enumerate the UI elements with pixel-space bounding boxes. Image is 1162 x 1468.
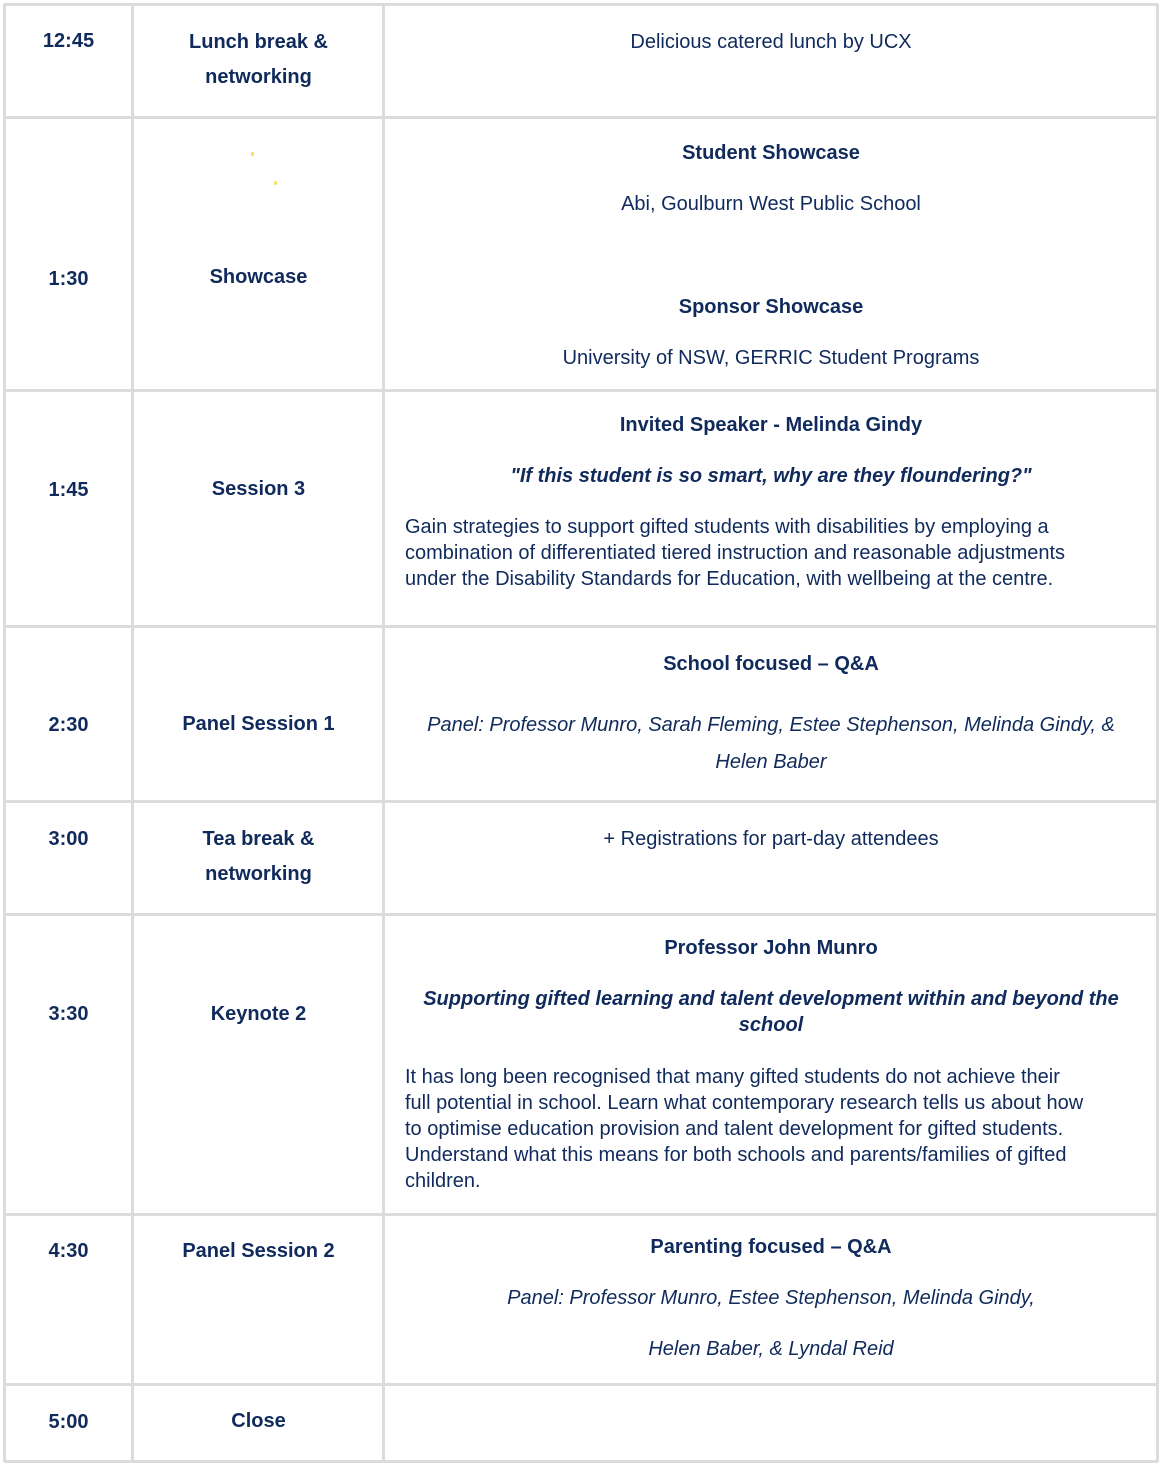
- row-divider: [4, 1460, 1158, 1463]
- time-cell: [4, 119, 133, 389]
- table-row: [0, 1216, 1162, 1383]
- session-title: Close: [231, 1410, 286, 1432]
- time-label: 3:30: [48, 1003, 89, 1025]
- detail-paragraph-line: Understand what this means for both schools and parents/families of gifted: [405, 1144, 1067, 1166]
- detail-quote: "If this student is so smart, why are they floundering?": [510, 465, 1032, 487]
- detail-paragraph-line: to optimise education provision and talent development for gifted students.: [405, 1118, 1064, 1140]
- time-cell: [4, 628, 133, 800]
- detail-paragraph-line: children.: [405, 1170, 481, 1192]
- details-cell: [385, 803, 1157, 913]
- time-cell: [4, 6, 133, 116]
- detail-heading: Student Showcase: [682, 142, 860, 164]
- session-cell: [134, 916, 383, 1213]
- time-label: 12:45: [42, 30, 95, 52]
- table-row: [0, 916, 1162, 1213]
- session-cell: [134, 628, 383, 800]
- table-row: [0, 392, 1162, 625]
- detail-heading: Parenting focused – Q&A: [650, 1236, 892, 1258]
- session-cell: [134, 1386, 383, 1460]
- detail-paragraph-line: Gain strategies to support gifted students with disabilities by employing a: [405, 516, 1049, 538]
- session-title: Keynote 2: [210, 1003, 307, 1025]
- details-cell: [385, 916, 1157, 1213]
- session-title: Panel Session 1: [182, 713, 335, 735]
- detail-subtitle-line: Supporting gifted learning and talent development within and beyond the: [423, 988, 1119, 1010]
- decorative-mark: [274, 181, 277, 185]
- session-title-line: Lunch break &: [189, 31, 328, 53]
- detail-text: University of NSW, GERRIC Student Programs: [562, 347, 980, 369]
- detail-paragraph-line: full potential in school. Learn what contemporary research tells us about how: [405, 1092, 1084, 1114]
- time-cell: [4, 803, 133, 913]
- session-cell: [134, 1216, 383, 1383]
- time-cell: [4, 1216, 133, 1383]
- details-cell: [385, 392, 1157, 625]
- panel-line: Panel: Professor Munro, Estee Stephenson, Melinda Gindy,: [507, 1287, 1035, 1309]
- session-cell: [134, 803, 383, 913]
- time-label: 3:00: [48, 828, 89, 850]
- time-label: 4:30: [48, 1240, 89, 1262]
- detail-text: + Registrations for part-day attendees: [603, 828, 939, 850]
- session-cell: [134, 392, 383, 625]
- time-cell: [4, 916, 133, 1213]
- table-row: [0, 6, 1162, 116]
- time-cell: [4, 1386, 133, 1460]
- details-cell: [385, 1216, 1157, 1383]
- panel-line: Helen Baber: [715, 751, 827, 773]
- details-cell: [385, 6, 1157, 116]
- details-cell: [385, 628, 1157, 800]
- detail-heading: School focused – Q&A: [663, 653, 879, 675]
- details-cell: [385, 1386, 1157, 1460]
- time-label: 2:30: [48, 714, 89, 736]
- detail-paragraph-line: combination of differentiated tiered instruction and reasonable adjustments: [405, 542, 1066, 564]
- detail-heading: Professor John Munro: [664, 937, 878, 959]
- panel-line: Helen Baber, & Lyndal Reid: [648, 1338, 894, 1360]
- panel-line: Panel: Professor Munro, Sarah Fleming, Estee Stephenson, Melinda Gindy, &: [427, 714, 1115, 736]
- table-row: [0, 803, 1162, 913]
- table-row: [0, 1386, 1162, 1460]
- session-cell: [134, 119, 383, 389]
- detail-heading: Sponsor Showcase: [678, 296, 864, 318]
- detail-paragraph-line: It has long been recognised that many gifted students do not achieve their: [405, 1066, 1060, 1088]
- table-row: [0, 628, 1162, 800]
- time-cell: [4, 392, 133, 625]
- detail-text: Abi, Goulburn West Public School: [621, 193, 921, 215]
- session-title-line: networking: [205, 863, 312, 885]
- session-title-line: networking: [205, 66, 312, 88]
- time-label: 1:30: [48, 268, 89, 290]
- detail-paragraph-line: under the Disability Standards for Education, with wellbeing at the centre.: [405, 568, 1054, 590]
- decorative-mark: [251, 152, 254, 156]
- session-title: Panel Session 2: [182, 1240, 335, 1262]
- detail-heading: Invited Speaker - Melinda Gindy: [619, 414, 923, 436]
- details-cell: [385, 119, 1157, 389]
- detail-text: Delicious catered lunch by UCX: [630, 31, 912, 53]
- session-cell: [134, 6, 383, 116]
- session-title: Session 3: [211, 478, 306, 500]
- session-title: Showcase: [209, 266, 308, 288]
- time-label: 5:00: [48, 1411, 89, 1433]
- detail-subtitle-line: school: [738, 1014, 804, 1036]
- time-label: 1:45: [48, 479, 89, 501]
- table-row: [0, 119, 1162, 389]
- session-title-line: Tea break &: [202, 828, 315, 850]
